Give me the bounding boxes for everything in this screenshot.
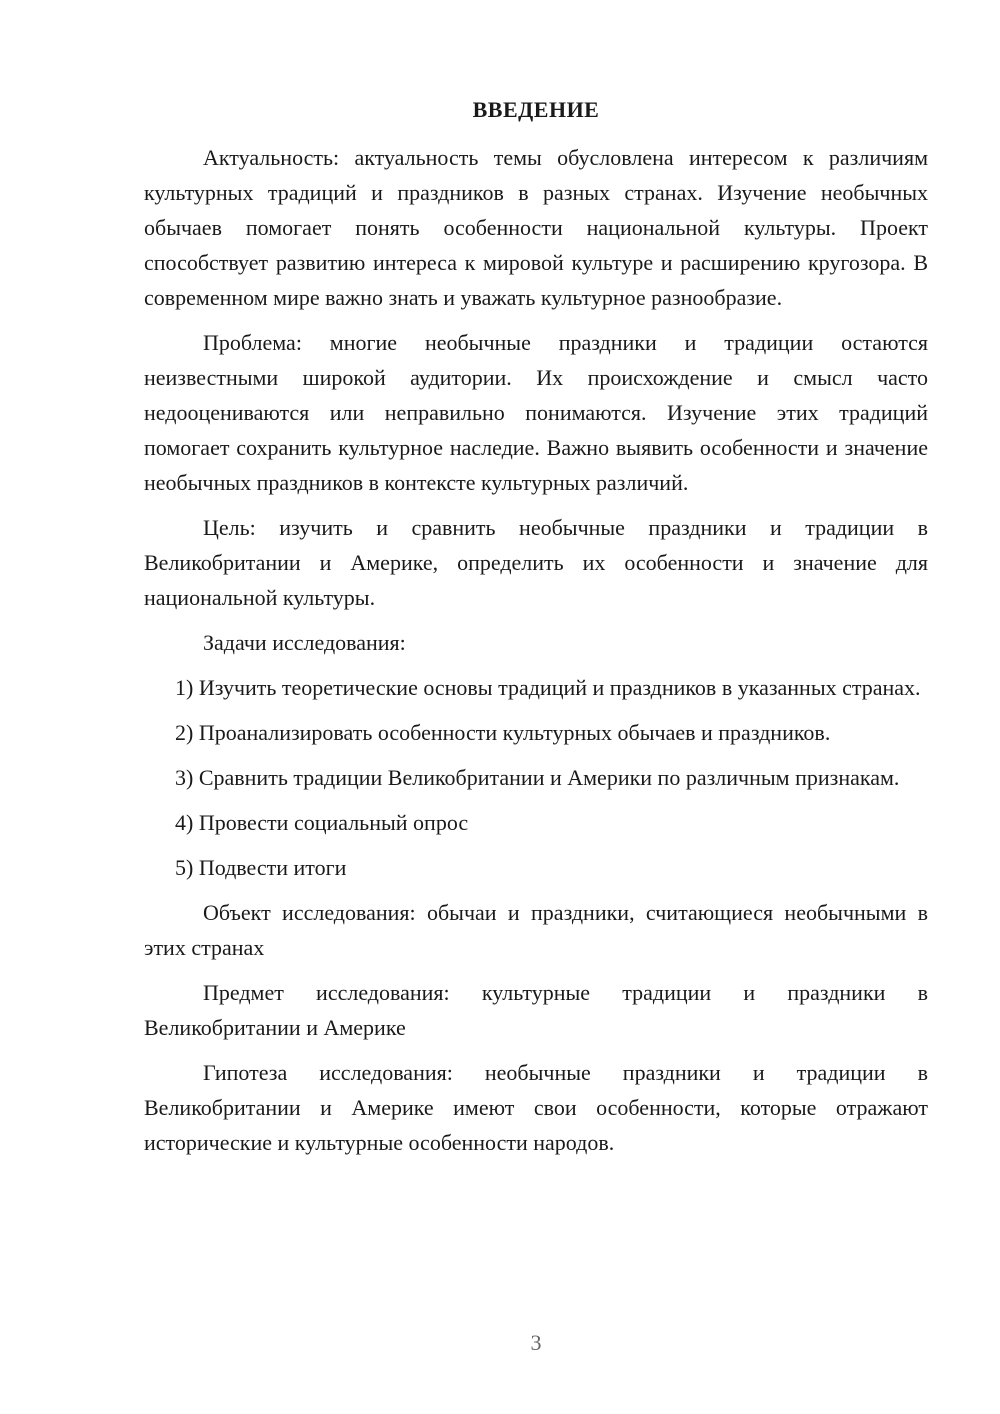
section-title: ВВЕДЕНИЕ <box>472 97 600 122</box>
task-item: 2) Проанализировать особенности культурных обычаев и праздников. <box>175 720 831 745</box>
tasks-list <box>144 670 928 885</box>
tasks-heading: Задачи исследования: <box>203 630 406 655</box>
task-item: 4) Провести социальный опрос <box>175 810 469 835</box>
relevance-paragraph: Актуальность: актуальность темы обусловлена интересом к различиям культурных традиций и праздников в разных странах. Изучение необычных обычаев помогает понять особенности национальной культуры. Проект способствует развитию интереса к мировой культуре и расширению кругозора. В современном мире важно знать и уважать культурное разнообразие. <box>144 145 928 310</box>
document-page <box>144 92 928 1170</box>
task-item: 5) Подвести итоги <box>175 855 347 880</box>
goal-paragraph: Цель: изучить и сравнить необычные праздники и традиции в Великобритании и Америке, определить их особенности и значение для национальной культуры. <box>144 515 928 610</box>
hypothesis-paragraph: Гипотеза исследования: необычные праздники и традиции в Великобритании и Америке имеют свои особенности, которые отражают исторические и культурные особенности народов. <box>144 1060 928 1155</box>
research-subject-paragraph: Предмет исследования: культурные традиции и праздники в Великобритании и Америке <box>144 980 928 1040</box>
page-number: 3 <box>530 1330 542 1355</box>
task-item: 1) Изучить теоретические основы традиций и праздников в указанных странах. <box>175 675 921 700</box>
problem-paragraph: Проблема: многие необычные праздники и традиции остаются неизвестными широкой аудитории. Их происхождение и смысл часто недооцениваются или неправильно понимаются. Изучение этих традиций помогает сохранить культурное наследие. Важно выявить особенности и значение необычных праздников в контексте культурных различий. <box>144 330 928 495</box>
task-item: 3) Сравнить традиции Великобритании и Америки по различным признакам. <box>175 765 900 790</box>
research-object-paragraph: Объект исследования: обычаи и праздники, считающиеся необычными в этих странах <box>144 900 928 960</box>
